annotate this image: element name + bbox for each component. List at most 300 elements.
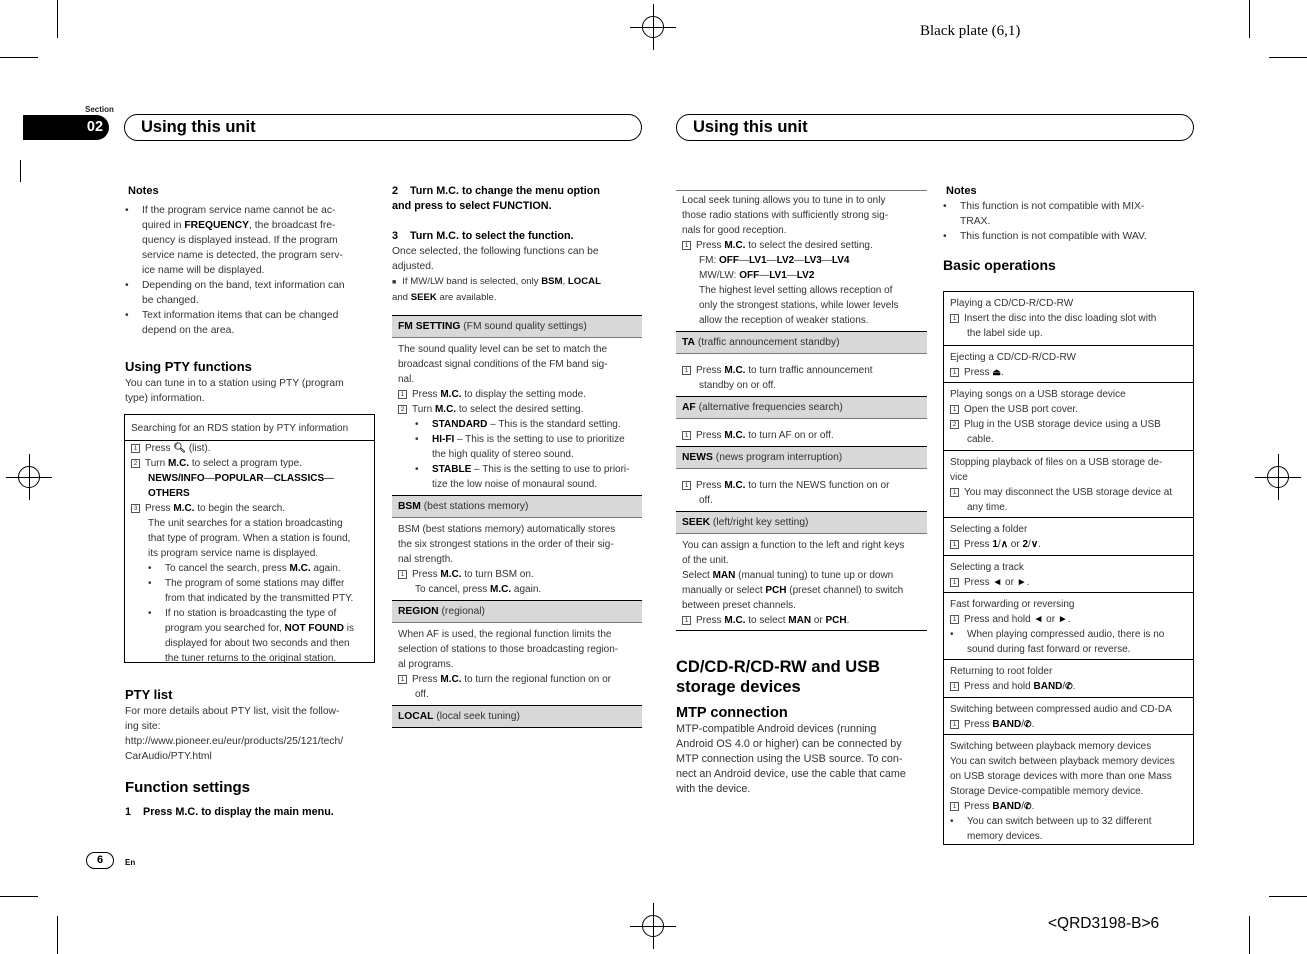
- notes-title-2: Notes: [946, 185, 977, 197]
- fm-setting-bar: [392, 315, 642, 338]
- bsm-bar: [392, 495, 642, 518]
- crop-mark: [57, 0, 58, 38]
- pty-url: http://www.pioneer.eu/eur/products/25/121/tech/: [125, 736, 344, 747]
- fm-option: • STABLE – This is the setting to use to priori- tize the low noise of monaural sound.: [415, 464, 630, 490]
- text-line: the six strongest stations in the order of their sig-: [398, 539, 614, 550]
- text-line: to turn the regional function on or: [461, 674, 611, 685]
- step-number: 1: [950, 578, 959, 587]
- dash: —: [739, 255, 749, 266]
- search-icon: 🔍︎: [173, 443, 187, 454]
- step-number: 1: [682, 366, 691, 375]
- text-line: BSM (best stations memory) automatically stores: [398, 524, 616, 535]
- text-line: .: [1000, 367, 1004, 378]
- text-line: to display the setting mode.: [461, 389, 586, 400]
- step-number: 1: [950, 314, 959, 323]
- text-line: Press: [696, 365, 725, 376]
- text-line: cable.: [967, 434, 994, 445]
- op-title: Stopping playback of files on a USB storage de-: [950, 457, 1163, 468]
- op-title: vice: [950, 472, 968, 483]
- section-label: Section: [85, 105, 114, 114]
- note-text: , the broadcast fre-: [249, 220, 336, 231]
- step-number: 1: [682, 616, 691, 625]
- column-1-lower: [125, 686, 377, 820]
- text-line: program you searched for,: [165, 623, 285, 634]
- step-keyword: M.C.: [289, 563, 311, 574]
- text-line: /: [1021, 801, 1025, 812]
- text-line: again.: [511, 584, 542, 595]
- left-arrow-icon: ◄: [992, 577, 1003, 588]
- bar-text: (FM sound quality settings): [460, 321, 587, 332]
- keyword: 1: [992, 539, 998, 550]
- text-line: from that indicated by the transmitted PTY.: [165, 593, 354, 604]
- text-line: nal.: [398, 374, 415, 385]
- text-line: Plug in the USB storage device using a USB: [964, 419, 1161, 430]
- keyword: M.C.: [724, 430, 746, 441]
- step-number: 2: [950, 420, 959, 429]
- step-number: 3: [131, 504, 140, 513]
- step-number: 1: [682, 241, 691, 250]
- text-line: adjusted.: [392, 261, 434, 272]
- page-number: 6: [86, 852, 114, 869]
- keyword: M.C.: [490, 584, 512, 595]
- page-language: En: [125, 858, 136, 867]
- text-line: /: [1021, 719, 1025, 730]
- plate-label: Black plate (6,1): [920, 23, 1021, 39]
- text-line: You may disconnect the USB storage device at: [964, 487, 1173, 498]
- note-text: This function is not compatible with WAV.: [960, 231, 1147, 242]
- header-left-title: Using this unit: [141, 118, 256, 136]
- keyword: LOCAL: [567, 276, 601, 287]
- note-keyword: FREQUENCY: [184, 220, 250, 231]
- text-line: displayed for about two seconds and then: [165, 638, 350, 649]
- column-2: [392, 184, 642, 728]
- text-line: /: [1028, 539, 1031, 550]
- text-line: You can switch between playback memory devices: [950, 756, 1175, 767]
- text-line: to select: [745, 615, 789, 626]
- keyword: M.C.: [440, 389, 462, 400]
- text-line: If no station is broadcasting the type of: [165, 608, 337, 619]
- text-line: To cancel, press: [415, 584, 491, 595]
- note-text: TRAX.: [960, 216, 991, 227]
- text-line: memory devices.: [967, 831, 1043, 842]
- text-line: again.: [310, 563, 341, 574]
- step-number: 1: [950, 615, 959, 624]
- note-text: depend on the area.: [142, 325, 235, 336]
- text-line: Insert the disc into the disc loading slot with: [964, 313, 1157, 324]
- text-line: any time.: [967, 502, 1008, 513]
- bar-text: (local seek tuning): [433, 711, 520, 722]
- text-line: the tuner returns to the original station.: [165, 653, 337, 664]
- box-step-2: [131, 456, 368, 471]
- keyword: STANDARD: [432, 419, 488, 430]
- text-line: .: [1031, 719, 1035, 730]
- op-note: • You can switch between up to 32 different memory devices.: [950, 816, 1152, 842]
- op-note: • When playing compressed audio, there is no sound during fast forward or reverse.: [950, 629, 1165, 655]
- keyword: BAND: [992, 801, 1022, 812]
- step-text: Press: [145, 503, 174, 514]
- text-line: ing site:: [125, 721, 161, 732]
- text-line: .: [1026, 577, 1030, 588]
- bar-keyword: FM SETTING: [398, 321, 461, 332]
- news-bar: [676, 446, 927, 469]
- op-row: [944, 592, 1193, 659]
- text-line: to select the desired setting.: [456, 404, 584, 415]
- text-line: Press: [964, 801, 993, 812]
- af-body: [676, 419, 927, 446]
- op-title: Ejecting a CD/CD-R/CD-RW: [950, 352, 1076, 363]
- keyword: STABLE: [432, 464, 472, 475]
- bar-text: (regional): [438, 606, 485, 617]
- text-line: When AF is used, the regional function limits the: [398, 629, 612, 640]
- note-item: • If the program service name cannot be ac- quired in FREQUENCY, the broadcast fre- quency is displayed instead. If the program service name is detected, the program serv- ice name will be displayed.: [125, 205, 343, 276]
- keyword: M.C.: [434, 404, 457, 415]
- keyword: LV3: [804, 255, 822, 266]
- pty-line: type) information.: [125, 393, 205, 404]
- box-step-3: [131, 501, 368, 516]
- step-keyword: NOT FOUND: [284, 623, 344, 634]
- pty-list-title: PTY list: [125, 687, 173, 702]
- bar-text: (traffic announcement standby): [694, 337, 840, 348]
- step-number: 1: [950, 802, 959, 811]
- op-title: Playing songs on a USB storage device: [950, 389, 1126, 400]
- bar-keyword: BSM: [398, 501, 421, 512]
- dash: —: [821, 255, 832, 266]
- region-body: [392, 623, 642, 702]
- note-text: quency is displayed instead. If the program: [142, 235, 338, 246]
- header-left: [124, 114, 642, 141]
- note-item: • Text information items that can be changed depend on the area.: [125, 310, 339, 336]
- af-bar: [676, 396, 927, 419]
- text-line: Select: [682, 570, 713, 581]
- text-line: You can switch between up to 32 different: [967, 816, 1152, 827]
- dash: —: [786, 270, 797, 281]
- step-number: 1: [950, 368, 959, 377]
- op-row: [944, 517, 1193, 555]
- keyword: M.C.: [724, 365, 746, 376]
- text-line: only the strongest stations, while lower levels: [699, 300, 899, 311]
- text-line: selection of stations to those broadcasting region-: [398, 644, 619, 655]
- step-number: 1: [950, 488, 959, 497]
- keyword: LV2: [776, 255, 795, 266]
- step-keyword: M.C.: [167, 458, 190, 469]
- step-text: to select a program type.: [189, 458, 302, 469]
- note-text: This function is not compatible with MIX-: [960, 201, 1145, 212]
- keyword: LV1: [769, 270, 787, 281]
- phone-icon: ✆︎: [1065, 681, 1073, 691]
- text-line: Press: [696, 615, 725, 626]
- text-line: .: [1072, 681, 1076, 692]
- step-number: 1: [398, 675, 407, 684]
- text-line: and press to select FUNCTION.: [392, 200, 552, 212]
- step-number: 1: [682, 481, 691, 490]
- text-line: allow the reception of weaker stations.: [699, 315, 869, 326]
- text-line: Android OS 4.0 or higher) can be connected by: [676, 738, 902, 750]
- text-line: To cancel the search, press: [165, 563, 290, 574]
- eject-icon: ⏏︎: [992, 367, 1001, 377]
- text-line: to turn the NEWS function on or: [745, 480, 890, 491]
- note-text: service name is detected, the program serv-: [142, 250, 343, 261]
- text-line: on USB storage devices with more than one Mass: [950, 771, 1172, 782]
- text-line: Local seek tuning allows you to tune in to only: [682, 195, 886, 206]
- op-title: Returning to root folder: [950, 666, 1053, 677]
- op-row: [944, 659, 1193, 697]
- header-right: [676, 114, 1194, 141]
- text-line: Press and hold: [964, 614, 1034, 625]
- text-line: The highest level setting allows reception of: [699, 285, 893, 296]
- phone-icon: ✆︎: [1024, 719, 1032, 729]
- text-line: 2 Turn M.C. to change the menu option: [392, 185, 600, 197]
- fm-levels: [682, 253, 921, 268]
- pty-line: You can tune in to a station using PTY (program: [125, 378, 344, 389]
- crop-mark: [0, 57, 38, 58]
- text-line: those radio stations with sufficiently strong sig-: [682, 210, 889, 221]
- box-title: Searching for an RDS station by PTY information: [125, 421, 374, 441]
- text-line: off.: [415, 689, 429, 700]
- box-bullet: • The program of some stations may differ from that indicated by the transmitted PTY.: [148, 578, 354, 604]
- op-row: [944, 292, 1193, 345]
- bar-keyword: LOCAL: [398, 711, 434, 722]
- band-note: ■ If MW/LW band is selected, only BSM, LOCAL and SEEK are available.: [392, 276, 601, 303]
- step-3-text: [392, 244, 642, 274]
- function-step-1: 1 Press M.C. to display the main menu.: [125, 806, 334, 818]
- crop-mark: [1269, 896, 1307, 897]
- text-line: – This is the setting to use to prioritize: [454, 434, 625, 445]
- op-title: Switching between compressed audio and CD-DA: [950, 704, 1172, 715]
- pty-title: Using PTY functions: [125, 359, 252, 374]
- mtp-title: MTP connection: [676, 705, 788, 721]
- text-line: al programs.: [398, 659, 454, 670]
- seek-body: [676, 534, 927, 631]
- keyword: OFF: [719, 255, 739, 266]
- text-line: or: [811, 615, 826, 626]
- text-line: standby on or off.: [699, 380, 777, 391]
- dash: —: [324, 473, 335, 484]
- text-line: Press: [412, 674, 441, 685]
- bar-keyword: REGION: [398, 606, 439, 617]
- step-number: 1: [950, 720, 959, 729]
- phone-icon: ✆︎: [1024, 801, 1032, 811]
- note-item: • Depending on the band, text information can be changed.: [125, 280, 345, 306]
- notes-list: [125, 203, 375, 338]
- op-title: Selecting a folder: [950, 524, 1028, 535]
- text-line: .: [846, 615, 850, 626]
- basic-operations-title: Basic operations: [943, 257, 1056, 273]
- text-line: sound during fast forward or reverse.: [967, 644, 1131, 655]
- text-line: tize the low noise of monaural sound.: [432, 479, 598, 490]
- text-line: The program of some stations may differ: [165, 578, 345, 589]
- note-text: Depending on the band, text information can: [142, 280, 345, 291]
- note-text: If the program service name cannot be ac-: [142, 205, 336, 216]
- bar-keyword: NEWS: [682, 452, 713, 463]
- text-line: Once selected, the following functions can be: [392, 246, 599, 257]
- note-item: • This function is not compatible with WAV.: [943, 231, 1147, 242]
- mtp-text: [676, 722, 927, 797]
- op-row: [944, 450, 1193, 517]
- cd-usb-title: [676, 657, 927, 697]
- chevron-up-icon: ∧: [1000, 539, 1009, 550]
- text-line: Press: [696, 240, 725, 251]
- left-arrow-icon: ◄: [1033, 614, 1044, 625]
- keyword: OFF: [739, 270, 760, 281]
- text-line: Storage Device-compatible memory device.: [950, 786, 1144, 797]
- text-line: /: [997, 539, 1001, 550]
- text-line: of the unit.: [682, 555, 729, 566]
- op-title: Playing a CD/CD-R/CD-RW: [950, 298, 1074, 309]
- text-line: Press: [964, 719, 993, 730]
- bar-text: (left/right key setting): [710, 517, 809, 528]
- op-row: [944, 734, 1193, 847]
- column-4: [943, 184, 1195, 274]
- text-line: the label side up.: [967, 328, 1043, 339]
- box-bullet: • To cancel the search, press M.C. again.: [148, 563, 341, 574]
- keyword: MAN: [712, 570, 736, 581]
- local-body: [676, 190, 927, 328]
- dash: —: [759, 270, 770, 281]
- text-line: is: [343, 623, 354, 634]
- bsm-body: [392, 518, 642, 597]
- text-line: (preset channel) to switch: [786, 585, 904, 596]
- news-body: [676, 469, 927, 511]
- text-line: .: [1038, 539, 1041, 550]
- keyword: 2: [1022, 539, 1029, 550]
- text-line: You can assign a function to the left and right keys: [682, 540, 905, 551]
- text-line: manually or select: [682, 585, 766, 596]
- text-line: Press: [964, 539, 993, 550]
- text-line: The unit searches for a station broadcasting: [148, 518, 343, 529]
- keyword: LV4: [831, 255, 850, 266]
- text-line: MTP-compatible Android devices (running: [676, 723, 877, 735]
- dash: —: [263, 473, 274, 484]
- text-line: ,: [562, 276, 568, 287]
- fm-setting-body: [392, 338, 642, 492]
- text-line: .: [1031, 801, 1035, 812]
- op-title: Switching between playback memory devices: [950, 741, 1152, 752]
- bar-text: (alternative frequencies search): [695, 402, 843, 413]
- text-line: nal strength.: [398, 554, 454, 565]
- text-line: nect an Android device, use the cable that came: [676, 768, 906, 780]
- keyword: PCH: [765, 585, 787, 596]
- step-text: Turn: [145, 458, 168, 469]
- text-line: broadcast signal conditions of the FM band sig-: [398, 359, 608, 370]
- crop-mark: [1269, 57, 1307, 58]
- step-number: 1: [398, 390, 407, 399]
- keyword: M.C.: [724, 240, 746, 251]
- seek-bar: [676, 511, 927, 534]
- pty-option: OTHERS: [148, 488, 190, 499]
- text-line: Press and hold: [964, 681, 1034, 692]
- mw-levels: [682, 268, 921, 283]
- text-line: When playing compressed audio, there is no: [967, 629, 1165, 640]
- right-arrow-icon: ►: [1057, 614, 1068, 625]
- side-mark: [20, 160, 21, 182]
- text-line: FM:: [699, 255, 719, 266]
- keyword: LV1: [749, 255, 767, 266]
- bar-text: (news program interruption): [712, 452, 843, 463]
- keyword: BAND: [992, 719, 1022, 730]
- step-text: to begin the search.: [194, 503, 286, 514]
- pty-url: CarAudio/PTY.html: [125, 751, 212, 762]
- text-line: Press: [964, 367, 993, 378]
- box-step-3-text: [131, 516, 368, 561]
- crop-mark: [0, 896, 38, 897]
- keyword: M.C.: [724, 480, 746, 491]
- text-line: – This is the standard setting.: [487, 419, 621, 430]
- dash: —: [204, 473, 215, 484]
- step-number: 1: [950, 682, 959, 691]
- bar-keyword: SEEK: [682, 517, 711, 528]
- text-line: For more details about PTY list, visit the follow-: [125, 706, 340, 717]
- text-line: If MW/LW band is selected, only: [402, 276, 542, 287]
- function-step-3: 3 Turn M.C. to select the function.: [392, 230, 574, 242]
- step-number: 1: [950, 405, 959, 414]
- text-line: Open the USB port cover.: [964, 404, 1078, 415]
- text-line: Press: [696, 430, 725, 441]
- op-row: [944, 555, 1193, 592]
- local-bar: [392, 705, 642, 728]
- text-line: to turn AF on or off.: [745, 430, 834, 441]
- text-line: /: [1062, 681, 1066, 692]
- bar-keyword: AF: [682, 402, 696, 413]
- chevron-down-icon: ∨: [1030, 539, 1039, 550]
- text-line: .: [1067, 614, 1071, 625]
- column-3: [676, 190, 927, 797]
- note-text: quired in: [142, 220, 185, 231]
- op-row: [944, 697, 1193, 734]
- note-item: • This function is not compatible with MIX- TRAX.: [943, 201, 1145, 227]
- step-text: (list).: [186, 443, 211, 454]
- basic-operations-table: [943, 291, 1194, 845]
- text-line: Turn: [412, 404, 435, 415]
- text-line: MTP connection using the USB source. To con-: [676, 753, 903, 765]
- op-row: [944, 382, 1193, 450]
- pty-text: [125, 376, 375, 406]
- keyword: BSM: [541, 276, 563, 287]
- ta-bar: [676, 331, 927, 354]
- step-number: 1: [682, 431, 691, 440]
- text-line: (manual tuning) to tune up or down: [735, 570, 894, 581]
- section-number: 02: [86, 119, 104, 135]
- step-number: 1: [131, 444, 140, 453]
- text-line: that type of program. When a station is found,: [148, 533, 351, 544]
- keyword: HI-FI: [432, 434, 455, 445]
- text-line: or: [1008, 539, 1023, 550]
- text-line: with the device.: [676, 783, 751, 795]
- crop-mark: [1249, 0, 1250, 38]
- fm-option: • HI-FI – This is the setting to use to prioritize the high quality of stereo sound.: [415, 434, 625, 460]
- note-text: ice name will be displayed.: [142, 265, 265, 276]
- text-line: Press: [412, 389, 441, 400]
- pty-options: [131, 471, 368, 501]
- keyword: M.C.: [440, 569, 462, 580]
- text-line: Press: [696, 480, 725, 491]
- text-line: off.: [699, 495, 713, 506]
- step-text: Press: [145, 443, 174, 454]
- text-line: its program service name is displayed.: [148, 548, 319, 559]
- note-text: Text information items that can be changed: [142, 310, 339, 321]
- text-line: MW/LW:: [699, 270, 740, 281]
- pty-option: CLASSICS: [273, 473, 325, 484]
- keyword: SEEK: [410, 292, 437, 303]
- text-line: Press: [412, 569, 441, 580]
- function-step-2: [392, 184, 642, 214]
- pty-search-box: [124, 414, 375, 663]
- step-number: 1: [950, 540, 959, 549]
- text-line: between preset channels.: [682, 600, 796, 611]
- text-line: the high quality of stereo sound.: [432, 449, 574, 460]
- title-line: storage devices: [676, 678, 801, 696]
- header-right-title: Using this unit: [693, 118, 808, 136]
- note-text: be changed.: [142, 295, 199, 306]
